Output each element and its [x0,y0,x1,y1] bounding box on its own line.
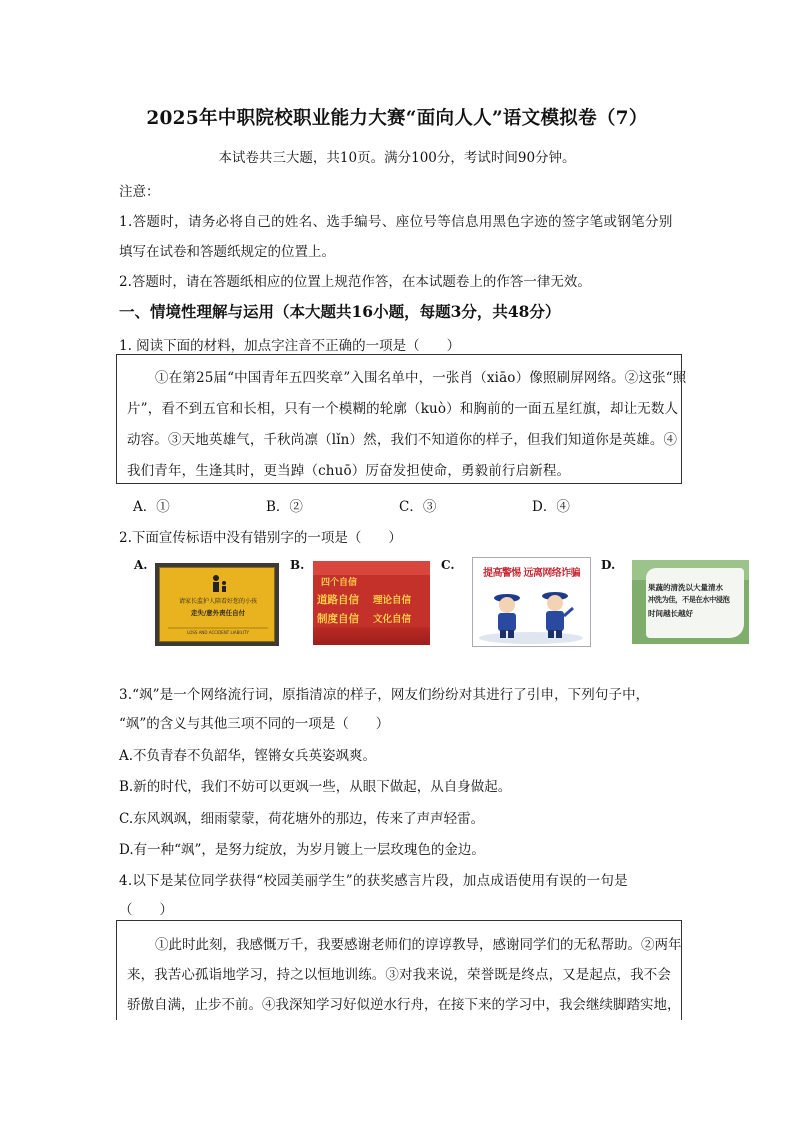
page-title: 2025年中职院校职业能力大赛“面向人人”语文模拟卷（7） [146,108,648,129]
q2-stem: 2.下面宣传标语中没有错别字的一项是（ ） [119,530,402,546]
q1-passage-line: 我们青年，生逢其时，更当踔（chuō）厉奋发担使命，勇毅前行启新程。 [127,463,571,479]
q1-option-c[interactable]: C．③ [399,499,437,515]
q2-image-d[interactable] [632,560,749,644]
notice-label: 注意： [119,184,160,200]
sign-d-line1: 果蔬的清洗以大量清水 [648,583,723,592]
q3-stem-line2: “飒”的含义与其他三项不同的一项是（ ） [119,716,390,732]
sign-d-line3: 时间越长越好 [648,609,693,618]
q4-passage-line: 来，我苦心孤诣地学习，持之以恒地训练。③对我来说，荣誉既是终点，又是起点，我不会 [127,967,671,983]
q3-option-a[interactable]: A.不负青春不负韶华，铿锵女兵英姿飒爽。 [119,748,377,764]
q2-label-a[interactable]: A. [134,558,148,572]
banner-b-row1a: 道路自信 [317,594,359,606]
banner-b-row2b: 文化自信 [373,614,412,625]
q3-option-d[interactable]: D.有一种“飒”，是努力绽放，为岁月镀上一层玫瑰色的金边。 [119,842,485,858]
q3-option-b[interactable]: B.新的时代，我们不妨可以更飒一些，从眼下做起，从自身做起。 [119,779,512,795]
q3-option-c[interactable]: C.东风飒飒，细雨蒙蒙，荷花塘外的那边，传来了声声轻雷。 [119,811,485,827]
sign-d-line2: 冲洗为佳，不是在水中浸泡 [648,595,730,604]
q4-stem-line1: 4.以下是某位同学获得“校园美丽学生”的获奖感言片段，加点成语使用有误的一句是 [119,873,628,889]
notice-line-2: 2.答题时，请在答题纸相应的位置上规范作答，在本试题卷上的作答一律无效。 [119,274,591,290]
q1-option-d[interactable]: D．④ [532,499,570,515]
police-officers-icon [473,558,590,646]
q1-passage-line: ①在第25届“中国青年五四奖章”入围名单中，一张肖（xiāo）像照刷屏网络。②这张“照 [155,370,687,386]
q2-image-a[interactable] [155,563,279,646]
notice-line-1b: 填写在试卷和答题纸规定的位置上。 [119,244,335,260]
sign-a-line3: LOSS AND ACCIDENT LIABILITY [187,630,249,635]
q4-passage-line: ①此时此刻，我感慨万千，我要感谢老师们的谆谆教导，感谢同学们的无私帮助。②两年 [155,937,682,953]
sign-a-line1: 请家长监护人陪看好您的小孩 [178,598,257,605]
q4-passage-box [116,920,682,1020]
banner-b-head: 四个自信 [321,578,358,588]
q2-label-d[interactable]: D. [601,558,616,572]
banner-b-row1b: 理论自信 [373,595,412,606]
q4-passage-line: 骄傲自满，止步不前。④我深知学习好似逆水行舟，在接下来的学习中，我会继续脚踏实地， [127,997,681,1013]
sign-a-line2: 走失/意外责任自付 [190,609,246,617]
q1-option-a[interactable]: A．① [133,499,170,515]
banner-b-row2a: 制度自信 [317,613,359,625]
q2-label-b[interactable]: B. [290,558,305,572]
section-heading: 一、情境性理解与运用（本大题共16小题，每题3分，共48分） [119,302,561,321]
exam-info: 本试卷共三大题，共10页。满分100分，考试时间90分钟。 [218,150,576,166]
q1-passage-line: 动容。③天地英雄气，千秋尚凛（lǐn）然，我们不知道你的样子，但我们知道你是英雄。④ [127,432,678,448]
q1-passage-box [116,354,687,484]
notice-line-1a: 1.答题时，请务必将自己的姓名、选手编号、座位号等信息用黑色字迹的签字笔或钢笔分别 [119,214,673,230]
q2-image-c[interactable] [472,557,591,647]
q1-passage-line: 片”，看不到五官和长相，只有一个模糊的轮廓（kuò）和胸前的一面五星红旗，却让无数人 [127,401,679,417]
q3-stem-line1: 3.“飒”是一个网络流行词，原指清凉的样子，网友们纷纷对其进行了引申，下列句子中， [119,687,650,703]
q2-image-b[interactable] [313,561,430,645]
poster-c-head: 提高警惕 远离网络诈骗 [483,568,580,579]
q1-option-b[interactable]: B．② [266,499,303,515]
q4-stem-line2: （ ） [119,902,173,918]
q2-label-c[interactable]: C. [441,558,455,572]
q1-stem: 1. 阅读下面的材料，加点字注音不正确的一项是（ ） [119,338,461,354]
